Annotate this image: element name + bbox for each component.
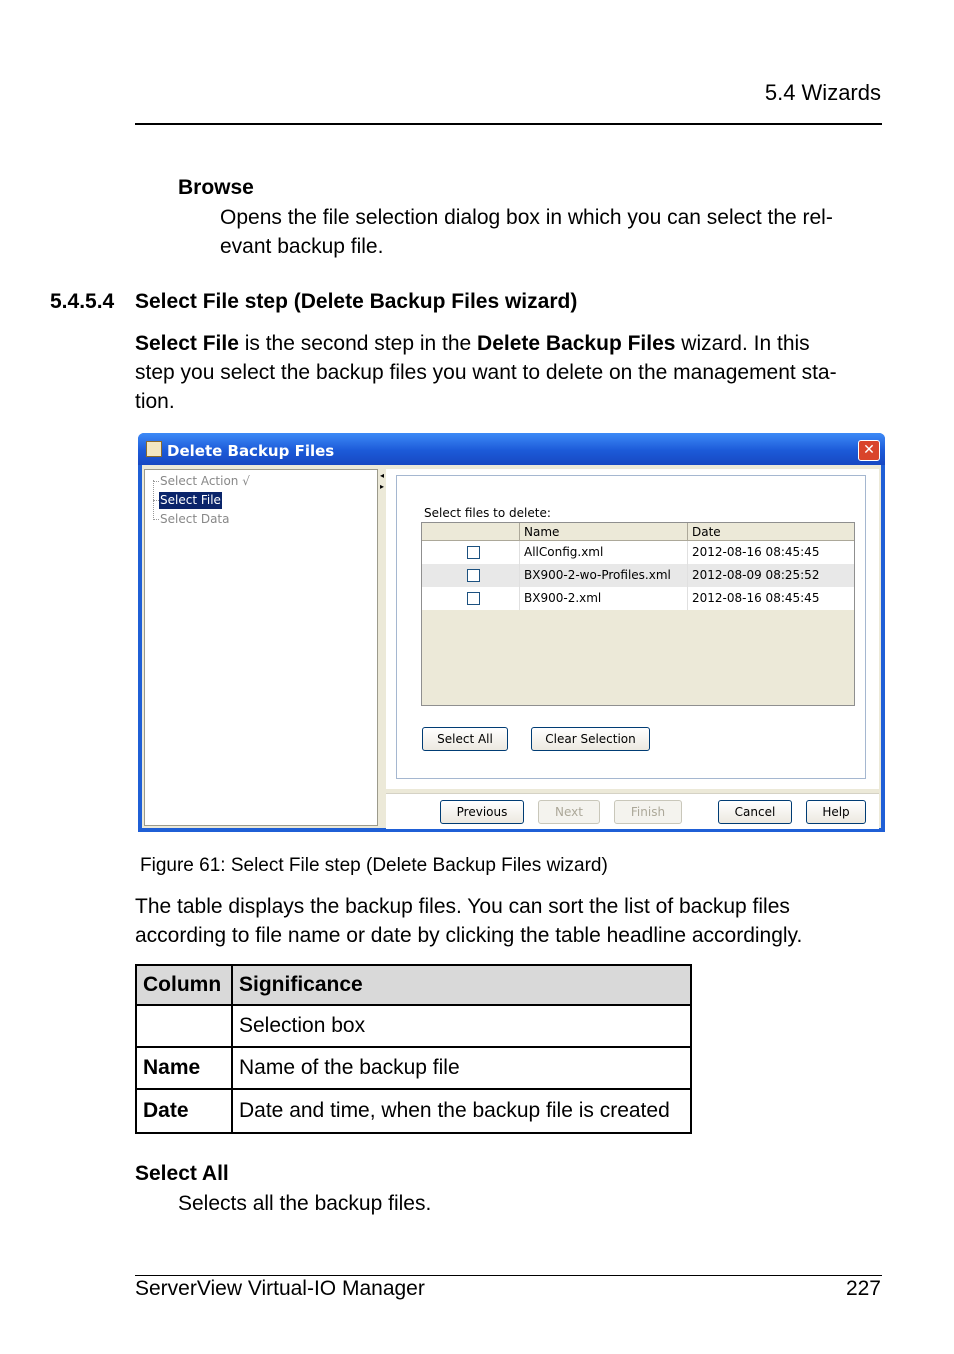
name-column-header[interactable]: Name — [520, 523, 688, 541]
file-selection-group — [396, 475, 866, 779]
intro-line2: step you select the backup files you want to delete on the management sta- — [135, 361, 837, 384]
row-name: BX900-2-wo-Profiles.xml — [520, 564, 688, 587]
table-row[interactable] — [422, 587, 854, 610]
table-cell-column: Date — [137, 1090, 233, 1132]
collapse-left-icon[interactable]: ◂ — [380, 471, 385, 480]
row-date: 2012-08-16 08:45:45 — [692, 545, 820, 559]
tree-item-select-action[interactable]: Select Action √ — [160, 474, 250, 488]
figure-caption: Figure 61: Select File step (Delete Backup Files wizard) — [140, 855, 608, 876]
footer-product: ServerView Virtual-IO Manager — [135, 1277, 425, 1300]
footer-rule — [135, 1275, 882, 1276]
intro-line1: Select File is the second step in the Delete Backup Files wizard. In this — [135, 332, 810, 355]
header-rule — [135, 123, 882, 125]
dialog-title: Delete Backup Files — [167, 442, 335, 460]
checkbox-column-header[interactable] — [422, 523, 520, 541]
browse-desc-line1: Opens the file selection dialog box in which you can select the rel- — [220, 206, 833, 229]
select-all-button[interactable]: Select All — [422, 727, 508, 751]
help-button[interactable]: Help — [806, 800, 866, 824]
table-cell-significance: Name of the backup file — [233, 1048, 690, 1090]
section-number: 5.4.5.4 — [50, 290, 115, 313]
row-name: AllConfig.xml — [520, 541, 688, 564]
row-date: 2012-08-09 08:25:52 — [692, 568, 820, 582]
delete-backup-files-dialog — [138, 433, 885, 832]
close-icon[interactable]: ✕ — [858, 440, 880, 461]
dialog-titlebar — [138, 433, 885, 465]
clear-selection-button[interactable]: Clear Selection — [531, 727, 650, 751]
table-row[interactable] — [422, 541, 854, 564]
running-header: 5.4 Wizards — [764, 80, 881, 105]
row-checkbox[interactable] — [467, 569, 480, 582]
expand-right-icon[interactable]: ▸ — [380, 482, 385, 491]
page-number: 227 — [845, 1277, 881, 1300]
browse-term: Browse — [178, 176, 254, 199]
previous-button[interactable]: Previous — [440, 800, 524, 824]
select-files-label: Select files to delete: — [424, 506, 551, 520]
cancel-button[interactable]: Cancel — [718, 800, 792, 824]
row-name: BX900-2.xml — [520, 587, 688, 610]
select-all-description: Selects all the backup files. — [178, 1192, 432, 1215]
select-all-term: Select All — [135, 1162, 229, 1185]
para2-line2: according to file name or date by clicking the table headline accordingly. — [135, 924, 803, 947]
wizard-button-bar — [386, 793, 879, 829]
date-column-header[interactable]: Date — [688, 523, 854, 541]
row-checkbox[interactable] — [467, 592, 480, 605]
next-button[interactable]: Next — [538, 800, 600, 824]
app-icon — [146, 441, 162, 457]
backup-files-table — [421, 522, 855, 706]
browse-description — [220, 203, 833, 261]
table-cell-significance: Date and time, when the backup file is created — [239, 1099, 670, 1122]
wizard-steps-tree — [144, 469, 378, 826]
table-row[interactable] — [422, 564, 854, 587]
intro-line3: tion. — [135, 390, 175, 413]
table-cell-column — [137, 1006, 233, 1048]
tree-connector — [153, 480, 154, 518]
row-date: 2012-08-16 08:45:45 — [692, 591, 820, 605]
intro-paragraph — [135, 329, 875, 416]
section-title: Select File step (Delete Backup Files wizard) — [135, 290, 578, 313]
table-cell-column: Name — [137, 1048, 233, 1090]
browse-desc-line2: evant backup file. — [220, 235, 384, 258]
row-checkbox[interactable] — [467, 546, 480, 559]
table-cell-significance: Selection box — [233, 1006, 690, 1048]
content-pane — [386, 469, 879, 789]
tree-item-select-file[interactable]: Select File — [160, 493, 221, 507]
dialog-client — [142, 465, 881, 828]
table-description — [135, 892, 802, 950]
table-header-column: Column — [137, 966, 233, 1006]
table-header-significance: Significance — [233, 966, 690, 1006]
tree-item-select-data[interactable]: Select Data — [160, 512, 230, 526]
columns-table — [135, 964, 692, 1134]
finish-button[interactable]: Finish — [614, 800, 682, 824]
para2-line1: The table displays the backup files. You can sort the list of backup files — [135, 895, 790, 918]
